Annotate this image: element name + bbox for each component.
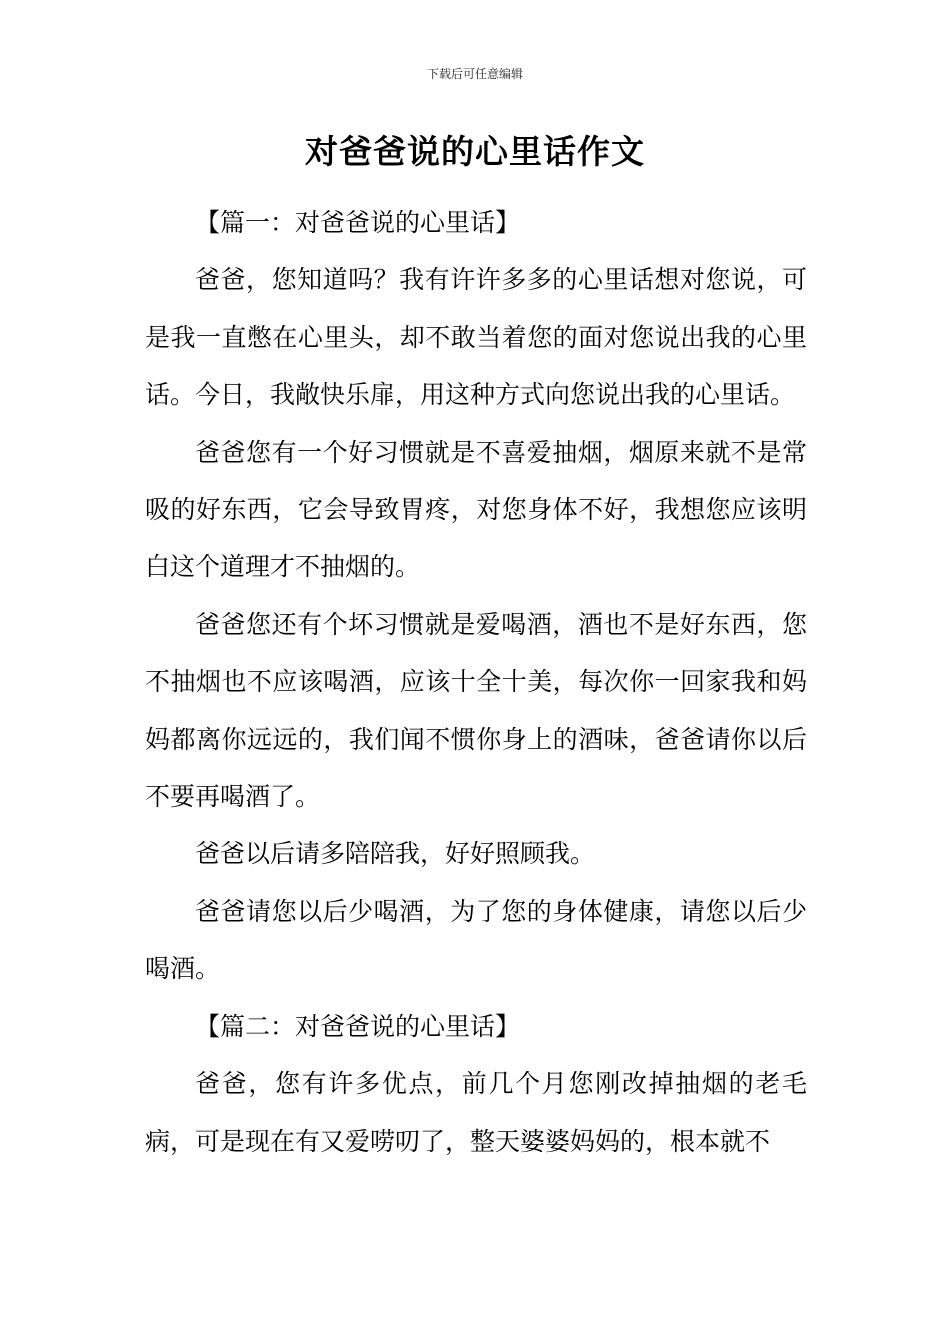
paragraph: 爸爸，您知道吗？我有许许多多的心里话想对您说，可是我一直憋在心里头，却不敢当着您的面对您说出我的心里话。今日，我敞快乐扉，用这种方式向您说出我的心里话。 [145, 265, 807, 410]
paragraph: 爸爸请您以后少喝酒，为了您的身体健康，请您以后少喝酒。 [145, 896, 807, 984]
paragraph: 爸爸以后请多陪陪我，好好照顾我。 [195, 839, 596, 869]
paragraph: 爸爸您还有个坏习惯就是爱喝酒，酒也不是好东西，您不抽烟也不应该喝酒，应该十全十美，每次你一回家我和妈妈都离你远远的，我们闻不惯你身上的酒味，爸爸请你以后不要再喝酒了。 [145, 609, 807, 812]
paragraph: 爸爸，您有许多优点，前几个月您刚改掉抽烟的老毛病，可是现在有又爱唠叨了，整天婆婆妈妈的，根本就不 [145, 1069, 807, 1156]
section-heading-2: 【篇二：对爸爸说的心里话】 [195, 1011, 521, 1041]
paragraph: 爸爸您有一个好习惯就是不喜爱抽烟，烟原来就不是常吸的好东西，它会导致胃疼，对您身体不好，我想您应该明白这个道理才不抽烟的。 [145, 437, 807, 582]
section-heading-1: 【篇一：对爸爸说的心里话】 [195, 208, 521, 237]
document-body [145, 194, 807, 1170]
header-note: 下载后可任意编辑 [426, 67, 523, 81]
document-title: 对爸爸说的心里话作文 [305, 132, 645, 171]
